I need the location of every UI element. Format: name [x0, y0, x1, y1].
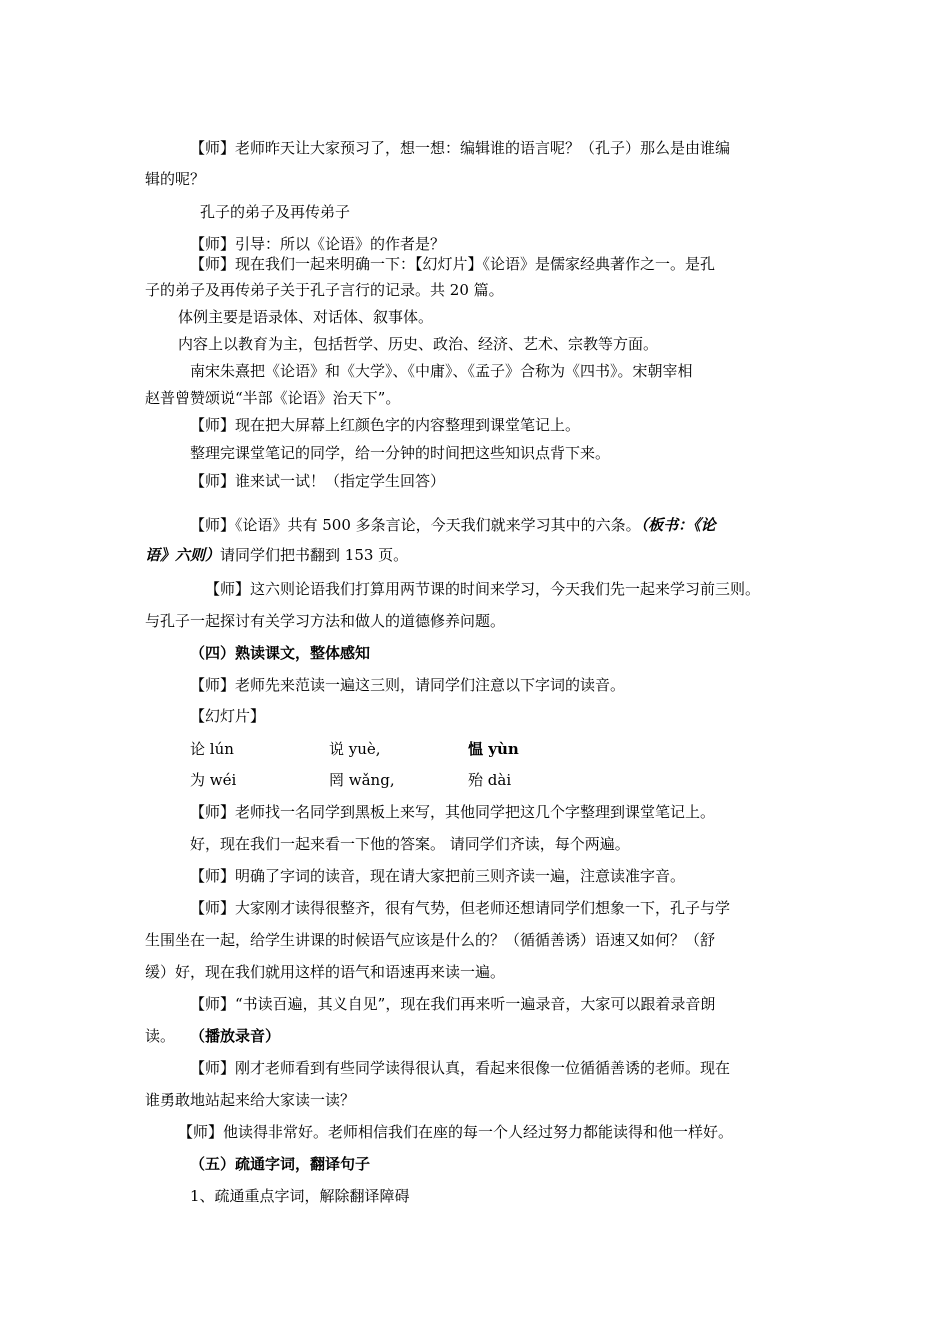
paragraph-line: 谁勇敢地站起来给大家读一读？: [145, 1091, 356, 1109]
paragraph-line: 【师】“书读百遍，其义自见”，现在我们再来听一遍录音，大家可以跟着录音朗: [190, 995, 716, 1013]
section-heading: （四）熟读课文，整体感知: [190, 644, 371, 662]
paragraph-line: 与孔子一起探讨有关学习方法和做人的道德修养问题。: [145, 612, 506, 630]
paragraph-line: 【师】现在我们一起来明确一下：【幻灯片】《论语》是儒家经典著作之一。是孔: [190, 255, 716, 273]
paragraph-line: 【师】老师找一名同学到黑板上来写，其他同学把这几个字整理到课堂笔记上。: [190, 803, 716, 821]
board-note: （板书：《论: [640, 516, 716, 534]
paragraph-line: 【师】现在把大屏幕上红颜色字的内容整理到课堂笔记上。: [190, 416, 581, 434]
paragraph-line: 1、疏通重点字词，解除翻译障碍: [190, 1187, 410, 1205]
paragraph-line: 生围坐在一起，给学生讲课的时候语气应该是什么的？（循循善诱）语速又如何？（舒: [145, 931, 716, 949]
board-note: 语》六则）: [145, 546, 221, 564]
paragraph-line: 【师】谁来试一试！（指定学生回答）: [190, 472, 446, 490]
paragraph-line: 【师】他读得非常好。老师相信我们在座的每一个人经过努力都能读得和他一样好。: [178, 1123, 734, 1141]
paragraph-line: 【师】引导：所以《论语》的作者是？: [190, 235, 446, 253]
paragraph-line: 赵普曾赞颂说“半部《论语》治天下”。: [145, 389, 401, 407]
paragraph-line: 【师】大家刚才读得很整齐，很有气势，但老师还想请同学们想象一下，孔子与学: [190, 899, 731, 917]
paragraph-line: 子的弟子及再传弟子关于孔子言行的记录。共 20 篇。: [145, 281, 504, 299]
paragraph-line: 【师】刚才老师看到有些同学读得很认真，看起来很像一位循循善诱的老师。现在: [190, 1059, 731, 1077]
section-heading: （五）疏通字词，翻译句子: [190, 1155, 371, 1173]
paragraph-line: 体例主要是语录体、对话体、叙事体。: [178, 308, 434, 326]
paragraph-line: 整理完课堂笔记的同学，给一分钟的时间把这些知识点背下来。: [190, 444, 611, 462]
paragraph-line: 【师】明确了字词的读音，现在请大家把前三则齐读一遍，注意读准字音。: [190, 867, 686, 885]
paragraph-line: 内容上以教育为主，包括哲学、历史、政治、经济、艺术、宗教等方面。: [178, 335, 659, 353]
paragraph-line: [145, 1026, 280, 1046]
paragraph-line: 好，现在我们一起来看一下他的答案。 请同学们齐读，每个两遍。: [190, 835, 630, 853]
paragraph-line: 南宋朱熹把《论语》和《大学》、《中庸》、《孟子》合称为《四书》。宋朝宰相: [190, 362, 693, 380]
pinyin-item: 愠 yùn: [468, 740, 519, 758]
paragraph-line: 孔子的弟子及再传弟子: [200, 203, 351, 221]
paragraph-line: 缓）好，现在我们就用这样的语气和语速再来读一遍。: [145, 963, 506, 981]
line-text: 【师】《论语》共有 500 多条言论，今天我们就来学习其中的六条。: [190, 516, 641, 534]
line-text: 读。: [145, 1027, 176, 1045]
stage-direction: （播放录音）: [190, 1027, 281, 1045]
paragraph-line: [145, 545, 408, 565]
pinyin-item: 罔 wǎng,: [329, 771, 395, 789]
pinyin-item: 说 yuè,: [329, 740, 381, 758]
pinyin-item: 论 lún: [190, 740, 234, 758]
pinyin-item: 为 wéi: [190, 771, 237, 789]
line-text: 请同学们把书翻到 153 页。: [220, 546, 409, 564]
paragraph-line: 【师】老师先来范读一遍这三则，请同学们注意以下字词的读音。: [190, 676, 626, 694]
pinyin-item: 殆 dài: [468, 771, 512, 789]
paragraph-line: 【师】这六则论语我们打算用两节课的时间来学习，今天我们先一起来学习前三则。: [205, 580, 761, 598]
paragraph-line: [190, 515, 716, 535]
paragraph-line: 【幻灯片】: [190, 707, 266, 725]
paragraph-line: 辑的呢？: [145, 170, 206, 188]
paragraph-line: 【师】老师昨天让大家预习了，想一想：编辑谁的语言呢？（孔子）那么是由谁编: [190, 139, 731, 157]
